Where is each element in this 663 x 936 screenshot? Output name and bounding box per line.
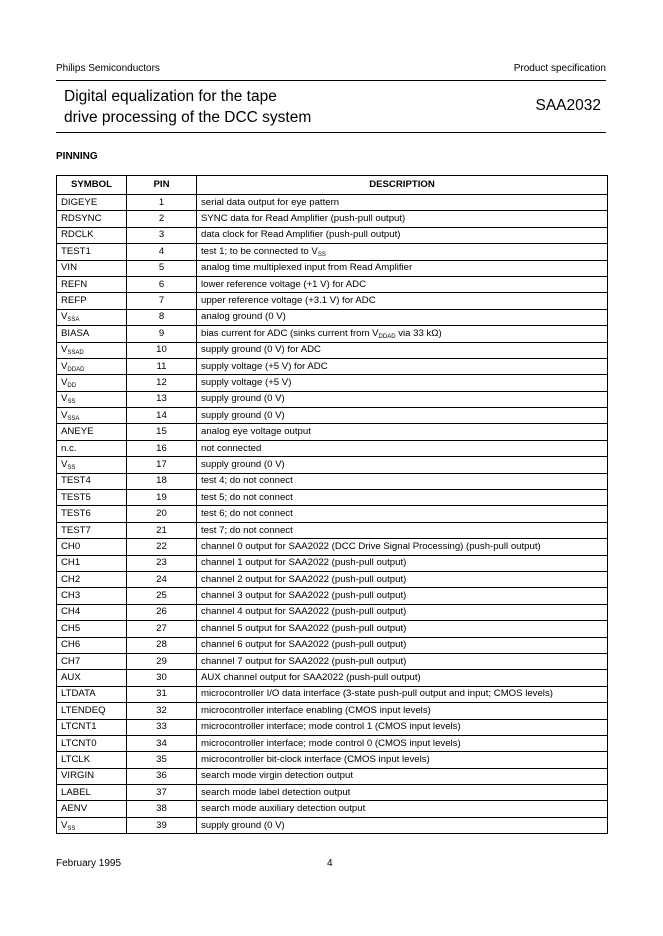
table-row [57, 686, 608, 702]
pin-number: 14 [127, 408, 197, 424]
table-row [57, 621, 608, 637]
pin-symbol: CH2 [57, 571, 127, 587]
pin-symbol: TEST7 [57, 522, 127, 538]
pin-description: data clock for Read Amplifier (push-pull output) [197, 227, 608, 243]
document-type: Product specification [513, 63, 606, 74]
column-header-pin: PIN [127, 176, 197, 195]
table-row [57, 227, 608, 243]
table-row [57, 260, 608, 276]
pin-symbol: CH7 [57, 653, 127, 669]
footer-date: February 1995 [56, 858, 122, 869]
pin-symbol: AENV [57, 801, 127, 817]
pin-symbol: $V_{SS}$ [57, 457, 127, 473]
pin-description: test 7; do not connect [197, 522, 608, 538]
pin-symbol: LTENDEQ [57, 703, 127, 719]
pin-description: search mode auxiliary detection output [197, 801, 608, 817]
pin-symbol: DIGEYE [57, 195, 127, 211]
table-row [57, 703, 608, 719]
pin-symbol: n.c. [57, 440, 127, 456]
table-row [57, 752, 608, 768]
pin-symbol: VIRGIN [57, 768, 127, 784]
pin-description: search mode virgin detection output [197, 768, 608, 784]
pin-number: 39 [127, 817, 197, 833]
pin-description: supply voltage (+5 V) for ADC [197, 358, 608, 374]
table-row [57, 801, 608, 817]
pin-symbol: CH0 [57, 539, 127, 555]
pin-symbol: LTCNT1 [57, 719, 127, 735]
pin-description: analog eye voltage output [197, 424, 608, 440]
pin-description: microcontroller interface; mode control 0 (CMOS input levels) [197, 735, 608, 751]
pin-symbol: ANEYE [57, 424, 127, 440]
table-row [57, 408, 608, 424]
pin-number: 30 [127, 670, 197, 686]
pin-symbol: CH4 [57, 604, 127, 620]
pin-symbol: $V_{DD}$ [57, 375, 127, 391]
table-row [57, 785, 608, 801]
pin-symbol: $V_{SS}$ [57, 391, 127, 407]
pin-description: lower reference voltage (+1 V) for ADC [197, 276, 608, 292]
pin-description: test 6; do not connect [197, 506, 608, 522]
table-row [57, 653, 608, 669]
column-header-symbol: SYMBOL [57, 176, 127, 195]
pin-symbol: $V_{SSA}$ [57, 309, 127, 325]
pin-description: channel 1 output for SAA2022 (push-pull output) [197, 555, 608, 571]
pin-number: 27 [127, 621, 197, 637]
pin-number: 8 [127, 309, 197, 325]
pin-symbol: $V_{SSAD}$ [57, 342, 127, 358]
table-row [57, 244, 608, 260]
pin-number: 1 [127, 195, 197, 211]
table-row [57, 637, 608, 653]
pin-number: 36 [127, 768, 197, 784]
pin-description: search mode label detection output [197, 785, 608, 801]
pin-number: 29 [127, 653, 197, 669]
document-title [64, 86, 311, 128]
pin-description: test 1; to be connected to $V_{SS}$ [197, 244, 608, 260]
pin-symbol: LTCNT0 [57, 735, 127, 751]
pin-number: 11 [127, 358, 197, 374]
pin-number: 26 [127, 604, 197, 620]
table-row [57, 375, 608, 391]
pin-symbol: VIN [57, 260, 127, 276]
pinning-table [56, 175, 608, 834]
pin-description: channel 6 output for SAA2022 (push-pull output) [197, 637, 608, 653]
pin-number: 32 [127, 703, 197, 719]
pin-number: 6 [127, 276, 197, 292]
header-rule-top [56, 80, 606, 81]
pin-symbol: $V_{SSA}$ [57, 408, 127, 424]
table-row [57, 719, 608, 735]
pin-description: supply ground (0 V) [197, 391, 608, 407]
pin-description: bias current for ADC (sinks current from $V_{DDAD}$ via 33 kΩ) [197, 326, 608, 342]
pin-number: 5 [127, 260, 197, 276]
table-row [57, 309, 608, 325]
pin-number: 7 [127, 293, 197, 309]
title-line-1: Digital equalization for the tape [64, 88, 277, 105]
column-header-description: DESCRIPTION [197, 176, 608, 195]
pin-number: 21 [127, 522, 197, 538]
table-row [57, 391, 608, 407]
pin-number: 17 [127, 457, 197, 473]
pin-symbol: CH5 [57, 621, 127, 637]
table-row [57, 571, 608, 587]
table-row [57, 326, 608, 342]
pin-number: 28 [127, 637, 197, 653]
pin-description: supply ground (0 V) [197, 817, 608, 833]
pin-number: 35 [127, 752, 197, 768]
pin-description: microcontroller interface enabling (CMOS input levels) [197, 703, 608, 719]
pin-number: 10 [127, 342, 197, 358]
pin-number: 25 [127, 588, 197, 604]
pin-description: supply ground (0 V) for ADC [197, 342, 608, 358]
pin-description: test 5; do not connect [197, 490, 608, 506]
table-row [57, 768, 608, 784]
pin-description: not connected [197, 440, 608, 456]
pin-description: channel 2 output for SAA2022 (push-pull output) [197, 571, 608, 587]
pin-number: 33 [127, 719, 197, 735]
pin-number: 15 [127, 424, 197, 440]
pin-symbol: CH6 [57, 637, 127, 653]
pin-description: serial data output for eye pattern [197, 195, 608, 211]
table-row [57, 211, 608, 227]
pin-description: microcontroller bit-clock interface (CMOS input levels) [197, 752, 608, 768]
pin-symbol: TEST6 [57, 506, 127, 522]
table-row [57, 473, 608, 489]
pin-number: 4 [127, 244, 197, 260]
table-row [57, 555, 608, 571]
pin-symbol: TEST4 [57, 473, 127, 489]
pin-number: 34 [127, 735, 197, 751]
pin-description: upper reference voltage (+3.1 V) for ADC [197, 293, 608, 309]
table-row [57, 735, 608, 751]
pin-symbol: $V_{DDAD}$ [57, 358, 127, 374]
pin-number: 20 [127, 506, 197, 522]
pin-description: analog time multiplexed input from Read Amplifier [197, 260, 608, 276]
pin-description: channel 5 output for SAA2022 (push-pull output) [197, 621, 608, 637]
pin-symbol: CH1 [57, 555, 127, 571]
table-body [57, 195, 608, 834]
header-rule-bottom [56, 132, 606, 133]
part-number: SAA2032 [535, 97, 601, 114]
table-row [57, 506, 608, 522]
pin-number: 18 [127, 473, 197, 489]
pin-number: 23 [127, 555, 197, 571]
pin-description: supply ground (0 V) [197, 457, 608, 473]
table-header-row [57, 176, 608, 195]
pin-symbol: TEST1 [57, 244, 127, 260]
pin-number: 22 [127, 539, 197, 555]
pin-symbol: BIASA [57, 326, 127, 342]
table-row [57, 604, 608, 620]
pin-description: analog ground (0 V) [197, 309, 608, 325]
pin-symbol: REFN [57, 276, 127, 292]
pin-description: microcontroller I/O data interface (3-state push-pull output and input; CMOS levels) [197, 686, 608, 702]
pin-description: supply voltage (+5 V) [197, 375, 608, 391]
pin-number: 38 [127, 801, 197, 817]
pin-number: 31 [127, 686, 197, 702]
company-name: Philips Semiconductors [56, 63, 160, 74]
pin-symbol: TEST5 [57, 490, 127, 506]
pin-number: 24 [127, 571, 197, 587]
pin-number: 2 [127, 211, 197, 227]
page-number: 4 [327, 858, 333, 869]
title-line-2: drive processing of the DCC system [64, 109, 312, 126]
pin-number: 16 [127, 440, 197, 456]
pin-number: 3 [127, 227, 197, 243]
pin-description: channel 3 output for SAA2022 (push-pull output) [197, 588, 608, 604]
pin-description: supply ground (0 V) [197, 408, 608, 424]
pin-description: microcontroller interface; mode control 1 (CMOS input levels) [197, 719, 608, 735]
table-row [57, 539, 608, 555]
table-row [57, 670, 608, 686]
pin-description: AUX channel output for SAA2022 (push-pull output) [197, 670, 608, 686]
pin-symbol: LTDATA [57, 686, 127, 702]
table-row [57, 817, 608, 833]
table-row [57, 195, 608, 211]
table-row [57, 522, 608, 538]
pin-description: SYNC data for Read Amplifier (push-pull output) [197, 211, 608, 227]
pin-description: test 4; do not connect [197, 473, 608, 489]
pin-symbol: RDSYNC [57, 211, 127, 227]
table-row [57, 440, 608, 456]
pin-symbol: REFP [57, 293, 127, 309]
pin-description: channel 7 output for SAA2022 (push-pull output) [197, 653, 608, 669]
pin-description: channel 4 output for SAA2022 (push-pull output) [197, 604, 608, 620]
table-row [57, 490, 608, 506]
pin-description: channel 0 output for SAA2022 (DCC Drive Signal Processing) (push-pull output) [197, 539, 608, 555]
pin-symbol: LABEL [57, 785, 127, 801]
table-row [57, 358, 608, 374]
table-row [57, 457, 608, 473]
table-row [57, 276, 608, 292]
pin-number: 19 [127, 490, 197, 506]
pin-number: 13 [127, 391, 197, 407]
pin-symbol: $V_{SS}$ [57, 817, 127, 833]
pin-number: 12 [127, 375, 197, 391]
pin-number: 9 [127, 326, 197, 342]
table-row [57, 293, 608, 309]
table-row [57, 424, 608, 440]
table-row [57, 342, 608, 358]
pin-number: 37 [127, 785, 197, 801]
pin-symbol: RDCLK [57, 227, 127, 243]
section-title: PINNING [56, 151, 98, 162]
pin-symbol: AUX [57, 670, 127, 686]
table-row [57, 588, 608, 604]
pin-symbol: LTCLK [57, 752, 127, 768]
pin-symbol: CH3 [57, 588, 127, 604]
